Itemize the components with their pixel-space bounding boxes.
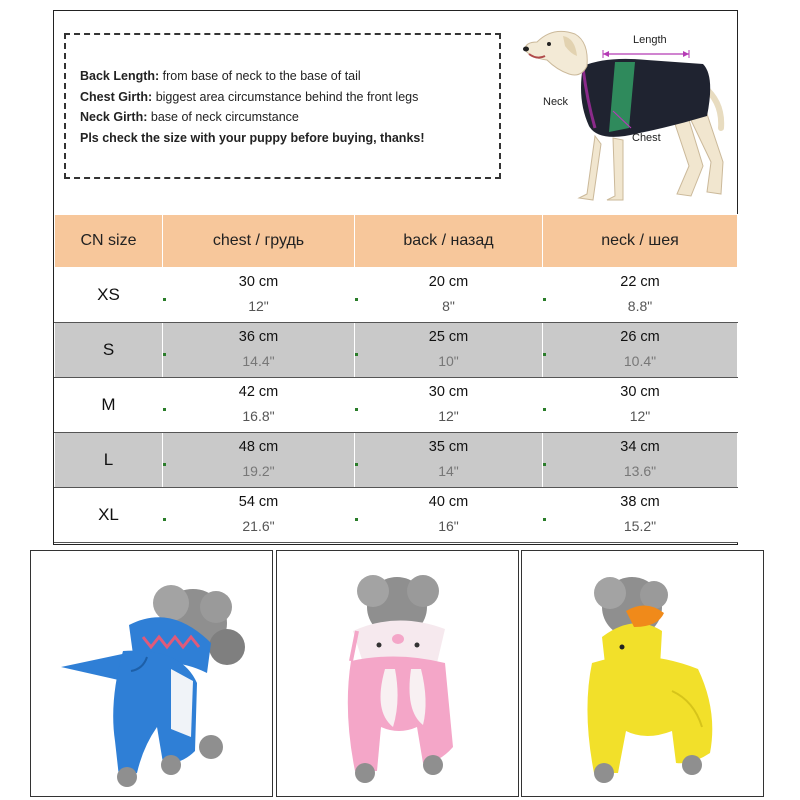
note-advice: Pls check the size with your puppy before buying, thanks! <box>80 130 425 145</box>
bunny-raincoat-photo <box>276 550 519 797</box>
size-cell: XL <box>55 488 163 543</box>
neck-cell: 38 cm 15.2" <box>543 488 738 543</box>
chest-label: Chest <box>632 132 661 144</box>
chest-cell: 36 cm 14.4" <box>163 323 355 378</box>
measurement-notes <box>64 33 501 179</box>
back-cell: 25 cm 10" <box>355 323 543 378</box>
size-cell: L <box>55 433 163 488</box>
measured-dog-icon <box>517 16 732 211</box>
header-size: CN size <box>55 215 163 268</box>
back-cell: 35 cm 14" <box>355 433 543 488</box>
duck-raincoat-dog-icon <box>522 551 764 797</box>
back-cell: 20 cm 8" <box>355 268 543 323</box>
table-row <box>55 378 738 433</box>
note-back-length: Back Length: from base of neck to the base of tail <box>80 69 361 83</box>
neck-cell: 26 cm 10.4" <box>543 323 738 378</box>
note-chest-girth: Chest Girth: biggest area circumstance behind the front legs <box>80 89 419 104</box>
back-cell: 40 cm 16" <box>355 488 543 543</box>
chest-cell: 48 cm 19.2" <box>163 433 355 488</box>
header-back: back / назад <box>355 215 543 268</box>
shark-raincoat-photo <box>30 550 273 797</box>
size-cell: M <box>55 378 163 433</box>
header-chest: chest / грудь <box>163 215 355 268</box>
chest-cell: 30 cm 12" <box>163 268 355 323</box>
size-cell: S <box>55 323 163 378</box>
neck-cell: 30 cm 12" <box>543 378 738 433</box>
chest-cell: 42 cm 16.8" <box>163 378 355 433</box>
bunny-raincoat-dog-icon <box>277 551 519 797</box>
table-row <box>55 323 738 378</box>
header-neck: neck / шея <box>543 215 738 268</box>
chest-cell: 54 cm 21.6" <box>163 488 355 543</box>
size-table <box>54 214 738 543</box>
size-cell: XS <box>55 268 163 323</box>
shark-raincoat-dog-icon <box>31 551 273 797</box>
neck-cell: 22 cm 8.8" <box>543 268 738 323</box>
table-row <box>55 268 738 323</box>
size-table-header <box>55 215 738 268</box>
note-neck-girth: Neck Girth: base of neck circumstance <box>80 110 299 124</box>
duck-raincoat-photo <box>521 550 764 797</box>
table-row <box>55 433 738 488</box>
dog-measurement-illustration <box>517 16 732 211</box>
table-row <box>55 488 738 543</box>
neck-label: Neck <box>543 96 569 108</box>
size-chart-sheet <box>53 10 738 545</box>
length-label: Length <box>633 34 667 46</box>
neck-cell: 34 cm 13.6" <box>543 433 738 488</box>
back-cell: 30 cm 12" <box>355 378 543 433</box>
